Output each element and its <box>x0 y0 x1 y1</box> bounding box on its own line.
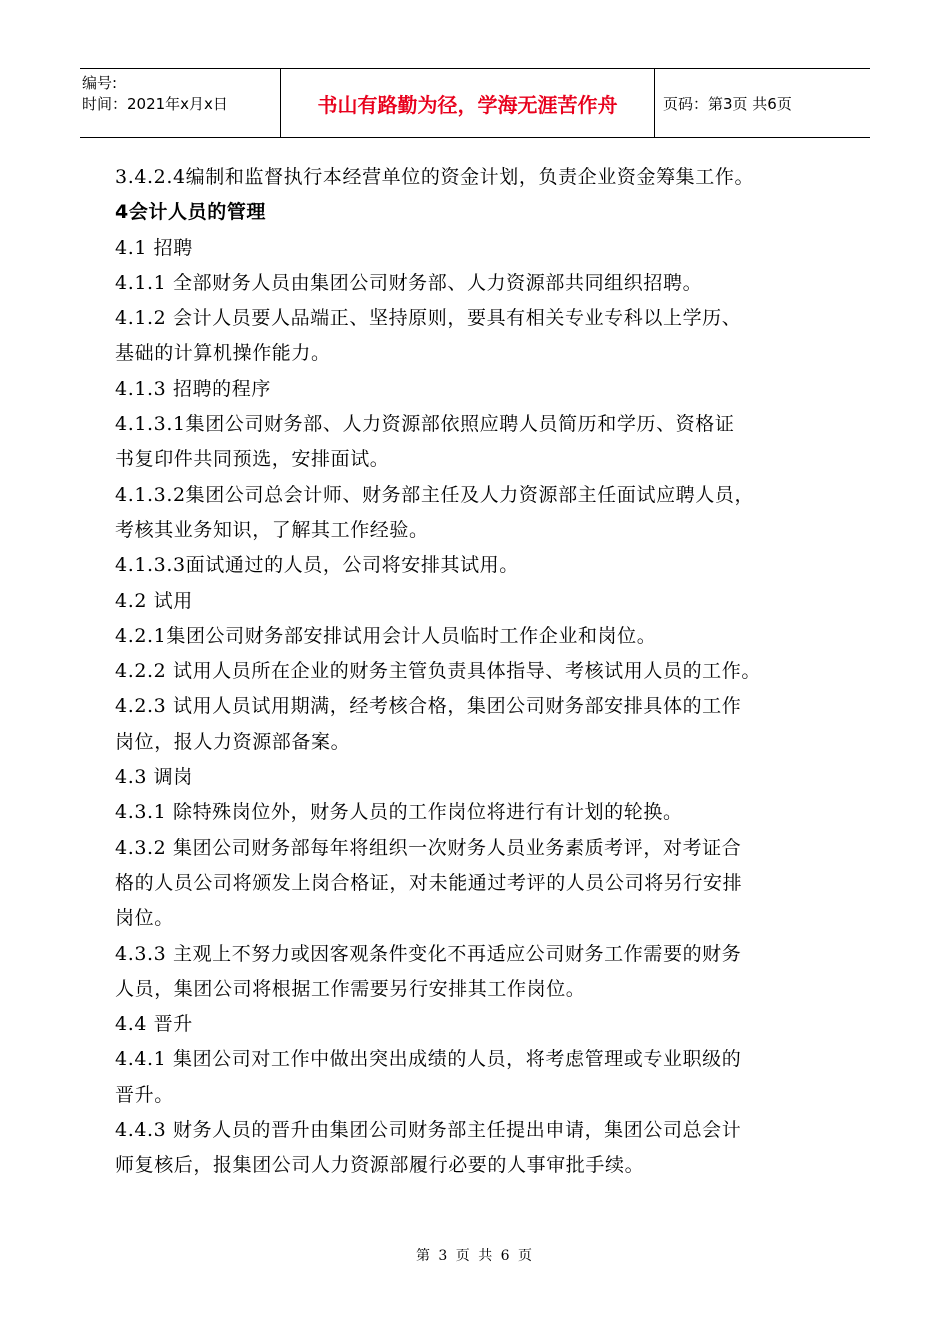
document-number-label: 编号: <box>82 74 118 92</box>
paragraph-line: 4.1.3.1集团公司财务部、人力资源部依照应聘人员简历和学历、资格证 <box>115 413 735 436</box>
paragraph-line: 4.2.2 试用人员所在企业的财务主管负责具体指导、考核试用人员的工作。 <box>115 660 761 683</box>
document-body <box>115 160 840 1184</box>
paragraph-line: 4.3 调岗 <box>115 766 193 789</box>
section-heading: 4会计人员的管理 <box>115 201 267 224</box>
paragraph-line: 4.1.3.3面试通过的人员，公司将安排其试用。 <box>115 554 519 577</box>
paragraph-line: 4.2.1集团公司财务部安排试用会计人员临时工作企业和岗位。 <box>115 624 657 647</box>
paragraph-line: 书复印件共同预选，安排面试。 <box>115 448 390 471</box>
paragraph-line: 基础的计算机操作能力。 <box>115 342 331 365</box>
paragraph-line: 4.4.3 财务人员的晋升由集团公司财务部主任提出申请，集团公司总会计 <box>115 1119 742 1142</box>
paragraph-line: 格的人员公司将颁发上岗合格证，对未能通过考评的人员公司将另行安排 <box>115 871 743 894</box>
page-header <box>80 68 870 138</box>
paragraph-line: 4.4 晋升 <box>115 1013 193 1036</box>
page-footer: 第 3 页 共 6 页 <box>415 1248 535 1264</box>
paragraph-line: 4.3.3 主观上不努力或因客观条件变化不再适应公司财务工作需要的财务 <box>115 942 742 965</box>
paragraph-line: 考核其业务知识，了解其工作经验。 <box>115 518 429 541</box>
paragraph-line: 4.4.1 集团公司对工作中做出突出成绩的人员，将考虑管理或专业职级的 <box>115 1048 742 1071</box>
paragraph-line: 4.1 招聘 <box>115 236 193 259</box>
paragraph-line: 4.2.3 试用人员试用期满，经考核合格，集团公司财务部安排具体的工作 <box>115 695 742 718</box>
paragraph-line: 4.1.2 会计人员要人品端正、坚持原则，要具有相关专业专科以上学历、 <box>115 307 742 330</box>
header-info-cell <box>80 69 280 137</box>
paragraph-line: 人员，集团公司将根据工作需要另行安排其工作岗位。 <box>115 977 586 1000</box>
paragraph-line: 4.3.1 除特殊岗位外，财务人员的工作岗位将进行有计划的轮换。 <box>115 801 683 824</box>
header-motto: 书山有路勤为径，学海无涯苦作舟 <box>280 69 655 137</box>
paragraph-line: 晋升。 <box>115 1083 174 1106</box>
document-time-label: 时间：2021年x月x日 <box>82 95 228 113</box>
paragraph-line: 3.4.2.4编制和监督执行本经营单位的资金计划，负责企业资金筹集工作。 <box>115 166 755 188</box>
paragraph-line: 4.1.3 招聘的程序 <box>115 377 271 400</box>
paragraph-line: 4.1.1 全部财务人员由集团公司财务部、人力资源部共同组织招聘。 <box>115 271 703 294</box>
paragraph-line: 岗位，报人力资源部备案。 <box>115 730 351 753</box>
paragraph-line: 4.3.2 集团公司财务部每年将组织一次财务人员业务素质考评，对考证合 <box>115 836 742 859</box>
paragraph-line: 岗位。 <box>115 907 174 930</box>
header-page-code: 页码：第3页 共6页 <box>663 94 792 113</box>
paragraph-line: 4.2 试用 <box>115 589 193 612</box>
paragraph-line: 4.1.3.2集团公司总会计师、财务部主任及人力资源部主任面试应聘人员， <box>115 483 755 506</box>
paragraph-line: 师复核后，报集团公司人力资源部履行必要的人事审批手续。 <box>115 1154 645 1177</box>
